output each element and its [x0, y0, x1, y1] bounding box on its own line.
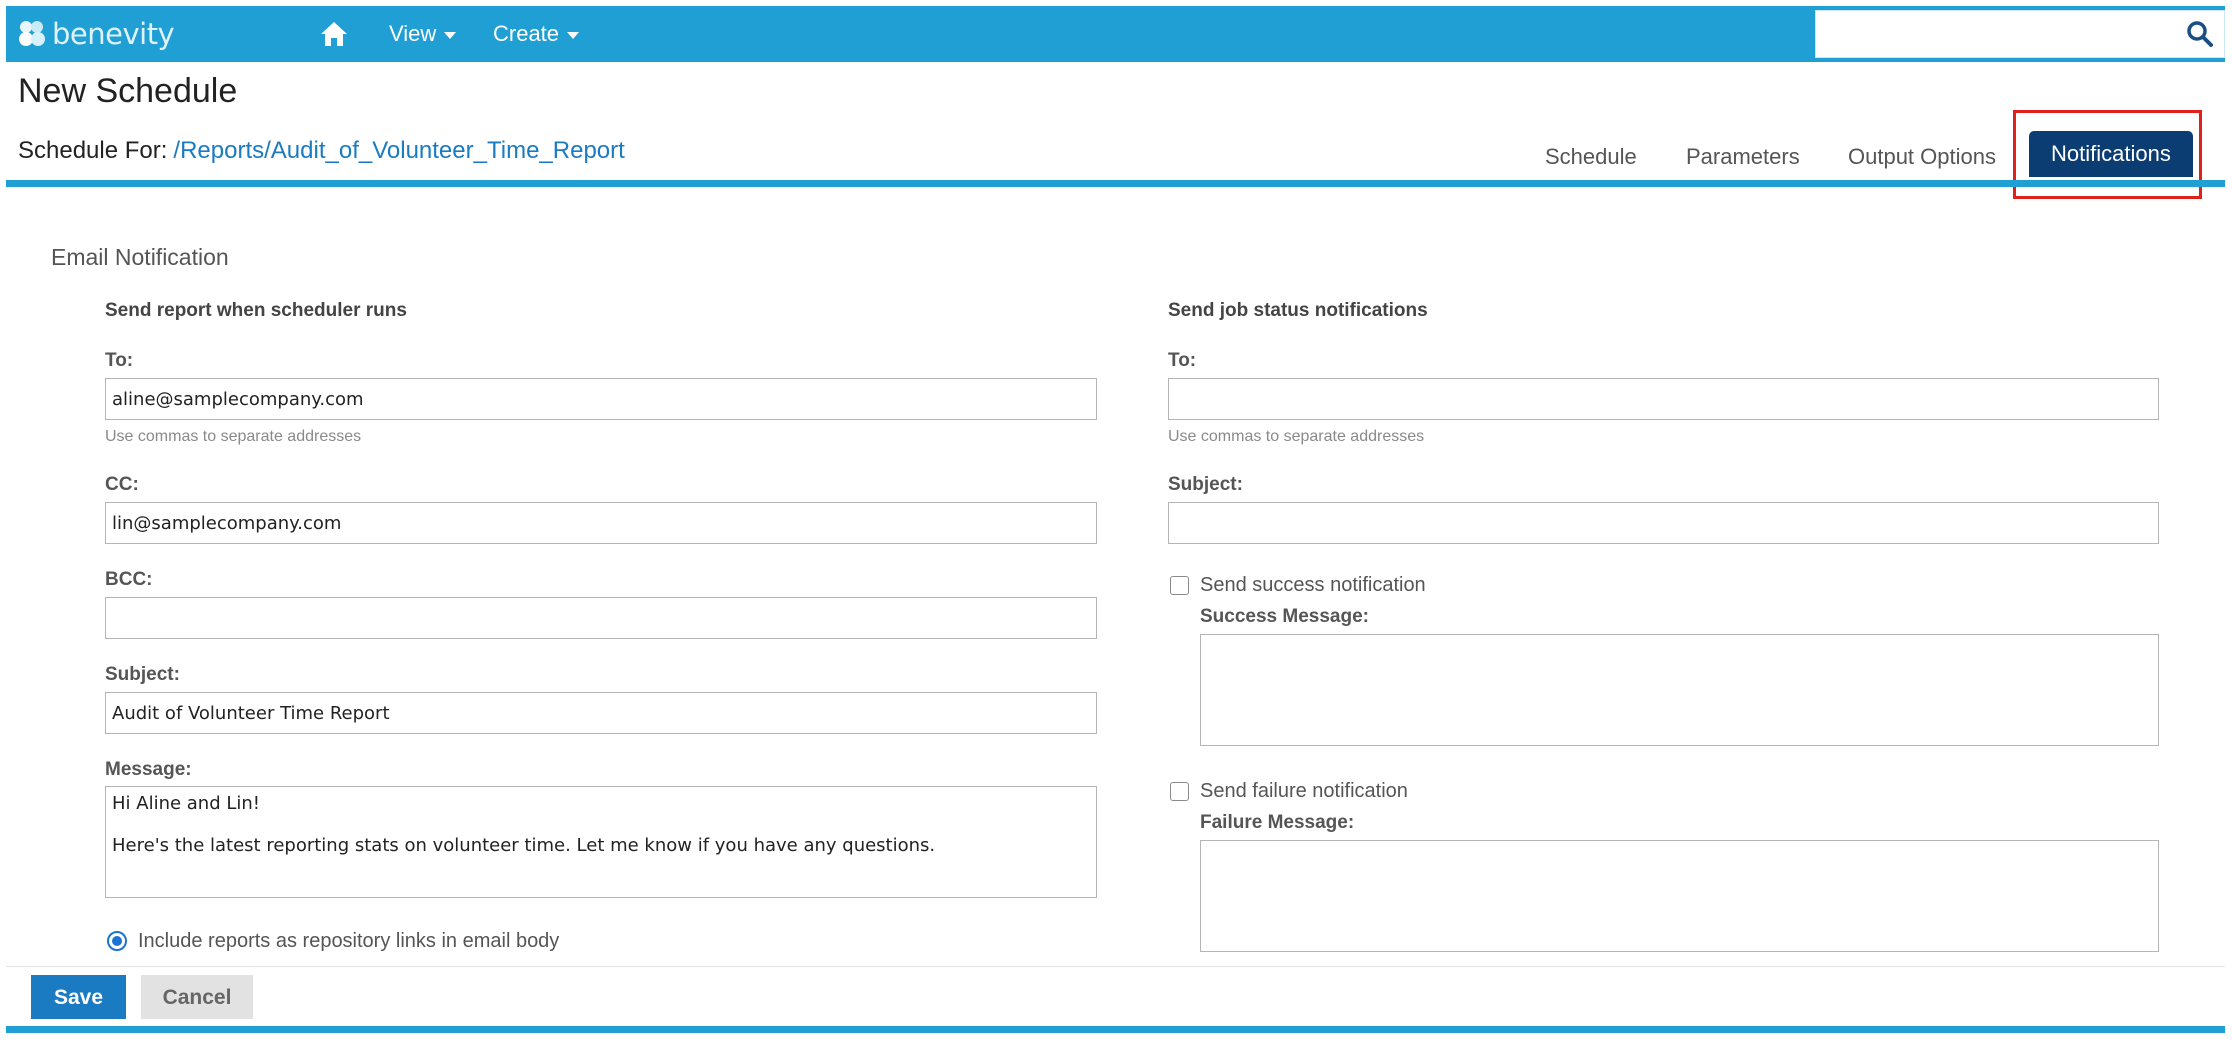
schedule-for	[18, 137, 625, 165]
search-icon[interactable]	[2186, 20, 2214, 48]
brand-name: benevity	[52, 17, 175, 51]
tab-output-options[interactable]: Output Options	[1848, 144, 1996, 169]
status-subject-field[interactable]	[1168, 502, 2159, 544]
create-menu[interactable]	[493, 18, 579, 50]
create-menu-label: Create	[493, 21, 560, 46]
bcc-field[interactable]	[105, 597, 1097, 639]
save-button[interactable]: Save	[31, 975, 126, 1019]
schedule-for-label: Schedule For:	[18, 137, 168, 164]
bcc-label: BCC:	[105, 569, 153, 590]
header-divider	[6, 180, 2225, 187]
search-input[interactable]	[1816, 11, 2166, 57]
radio-selected-dot	[112, 936, 122, 946]
include-links-label[interactable]: Include reports as repository links in email body	[138, 930, 560, 952]
success-notification-checkbox[interactable]	[1170, 576, 1189, 595]
cancel-button[interactable]: Cancel	[141, 975, 253, 1019]
tab-schedule[interactable]: Schedule	[1545, 144, 1637, 169]
success-message-textarea[interactable]	[1200, 634, 2159, 746]
cc-field[interactable]	[105, 502, 1097, 544]
home-icon[interactable]	[318, 18, 350, 50]
failure-notification-label[interactable]: Send failure notification	[1200, 780, 1408, 802]
status-to-field[interactable]	[1168, 378, 2159, 420]
search-box	[1815, 10, 2225, 58]
top-navbar	[6, 6, 2225, 62]
success-notification-label[interactable]: Send success notification	[1200, 574, 1426, 596]
message-textarea[interactable]: Hi Aline and Lin! Here's the latest reporting stats on volunteer time. Let me know if you have any questions.	[105, 786, 1097, 898]
bottom-divider	[6, 1026, 2225, 1033]
view-menu[interactable]	[389, 18, 456, 50]
tab-notifications[interactable]: Notifications	[2029, 131, 2193, 177]
tab-parameters[interactable]: Parameters	[1686, 144, 1800, 169]
right-column-heading: Send job status notifications	[1168, 300, 1428, 321]
include-links-radio[interactable]	[107, 931, 127, 951]
page-title: New Schedule	[18, 72, 238, 110]
chevron-down-icon	[444, 32, 456, 39]
status-subject-label: Subject:	[1168, 474, 1243, 495]
cc-label: CC:	[105, 474, 139, 495]
failure-message-textarea[interactable]	[1200, 840, 2159, 952]
subject-label: Subject:	[105, 664, 180, 685]
subject-field[interactable]	[105, 692, 1097, 734]
failure-notification-checkbox[interactable]	[1170, 782, 1189, 801]
left-column-heading: Send report when scheduler runs	[105, 300, 407, 321]
status-to-label: To:	[1168, 350, 1197, 371]
report-path-link[interactable]: /Reports/Audit_of_Volunteer_Time_Report	[173, 137, 625, 164]
message-label: Message:	[105, 759, 192, 780]
failure-message-label: Failure Message:	[1200, 812, 1355, 833]
view-menu-label: View	[389, 21, 437, 46]
benevity-logo[interactable]	[16, 14, 174, 54]
status-to-hint: Use commas to separate addresses	[1168, 428, 1425, 445]
to-label: To:	[105, 350, 134, 371]
to-field[interactable]	[105, 378, 1097, 420]
success-message-label: Success Message:	[1200, 606, 1369, 627]
to-hint: Use commas to separate addresses	[105, 428, 362, 445]
section-title: Email Notification	[51, 244, 229, 270]
footer-divider	[6, 966, 2225, 967]
chevron-down-icon	[567, 32, 579, 39]
benevity-logo-mark-icon	[16, 18, 48, 50]
